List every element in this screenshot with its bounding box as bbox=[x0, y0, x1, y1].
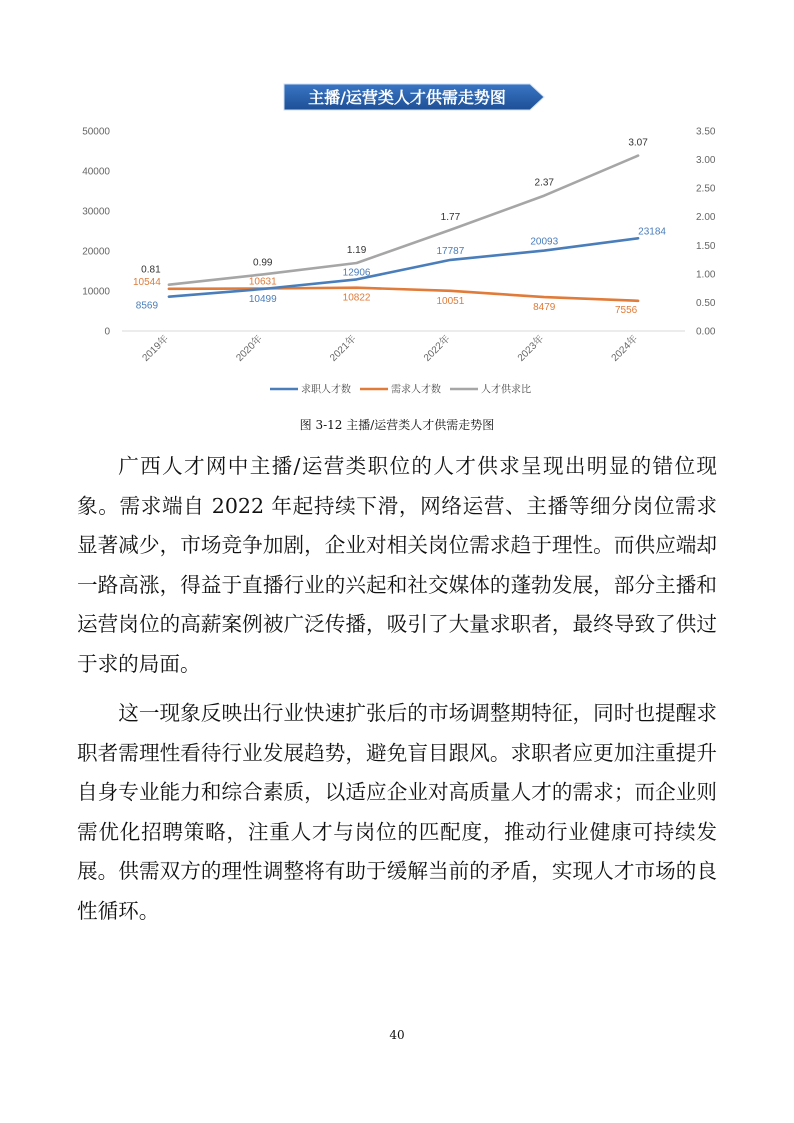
y2-tick-label: 0.50 bbox=[696, 297, 716, 309]
figure-caption: 图 3-12 主播/运营类人才供需走势图 bbox=[299, 418, 495, 432]
y-tick-label: 50000 bbox=[82, 126, 110, 138]
y2-tick-label: 2.50 bbox=[696, 183, 716, 195]
x-tick-label: 2020年 bbox=[234, 333, 265, 364]
paragraph: 这一现象反映出行业快速扩张后的市场调整期特征，同时也提醒求职者需理性看待行业发展趋势，避免盲目跟风。求职者应更加注重提升自身专业能力和综合素质，以适应企业对高质量人才的需求；而企业则需优化招聘策略，注重人才与岗位的匹配度，推动行业健康可持续发展。供需双方的理性调整将有助于缓解当前的矛盾，实现人才市场的良性循环。 bbox=[77, 701, 717, 923]
series-line-2 bbox=[169, 156, 638, 288]
y-tick-label: 40000 bbox=[82, 166, 110, 178]
y-tick-label: 30000 bbox=[82, 206, 110, 218]
data-label: 0.81 bbox=[141, 264, 161, 276]
x-tick-label: 2022年 bbox=[421, 333, 453, 364]
y2-tick-label: 1.50 bbox=[696, 240, 716, 252]
paragraph: 广西人才网中主播/运营类职位的人才供求呈现出明显的错位现象。需求端自 2022 年起持续下滑，网络运营、主播等细分岗位需求显著减少，市场竞争加剧，企业对相关岗位需求趋于理性。而供应端却一路高涨，得益于直播行业的兴起和社交媒体的蓬勃发展，部分主播和运营岗位的高薪案例被广泛传播，吸引了大量求职者，最终导致了供过于求的局面。 bbox=[77, 454, 717, 676]
x-tick-label: 2019年 bbox=[140, 333, 172, 364]
data-label: 12906 bbox=[342, 267, 371, 279]
y-tick-label: 0 bbox=[104, 326, 110, 338]
data-label: 10822 bbox=[342, 292, 371, 304]
data-label: 20093 bbox=[530, 236, 559, 248]
data-label: 8569 bbox=[135, 300, 159, 312]
data-label: 3.07 bbox=[628, 137, 648, 149]
y-tick-label: 20000 bbox=[82, 246, 110, 258]
chart-title-banner bbox=[284, 84, 544, 110]
data-label: 23184 bbox=[638, 226, 666, 238]
x-tick-label: 2023年 bbox=[515, 333, 547, 364]
y2-tick-label: 3.50 bbox=[696, 126, 716, 138]
data-label: 10499 bbox=[248, 294, 277, 306]
x-tick-label: 2024年 bbox=[609, 333, 641, 364]
supply-demand-line-chart bbox=[60, 78, 750, 413]
data-label: 8479 bbox=[533, 302, 556, 314]
y2-tick-label: 3.00 bbox=[696, 155, 716, 167]
y2-tick-label: 1.00 bbox=[696, 269, 716, 281]
y2-tick-label: 2.00 bbox=[696, 212, 716, 224]
data-label: 1.77 bbox=[440, 211, 461, 223]
y2-tick-label: 0.00 bbox=[696, 326, 716, 338]
y-tick-label: 10000 bbox=[82, 286, 110, 298]
legend-label: 求职人才数 bbox=[301, 384, 351, 396]
legend-label: 需求人才数 bbox=[391, 384, 441, 396]
data-label: 17787 bbox=[436, 245, 465, 257]
legend-label: 人才供求比 bbox=[481, 384, 531, 396]
x-tick-label: 2021年 bbox=[328, 333, 359, 364]
data-label: 10544 bbox=[133, 276, 161, 288]
page-number: 40 bbox=[389, 1028, 405, 1042]
data-label: 10051 bbox=[436, 295, 465, 307]
data-label: 2.37 bbox=[534, 177, 554, 189]
data-label: 1.19 bbox=[346, 245, 367, 256]
data-label: 10631 bbox=[248, 276, 277, 288]
data-label: 0.99 bbox=[253, 257, 273, 269]
data-label: 7556 bbox=[614, 304, 638, 316]
chart-title: 主播/运营类人才供需走势图 bbox=[308, 88, 506, 107]
